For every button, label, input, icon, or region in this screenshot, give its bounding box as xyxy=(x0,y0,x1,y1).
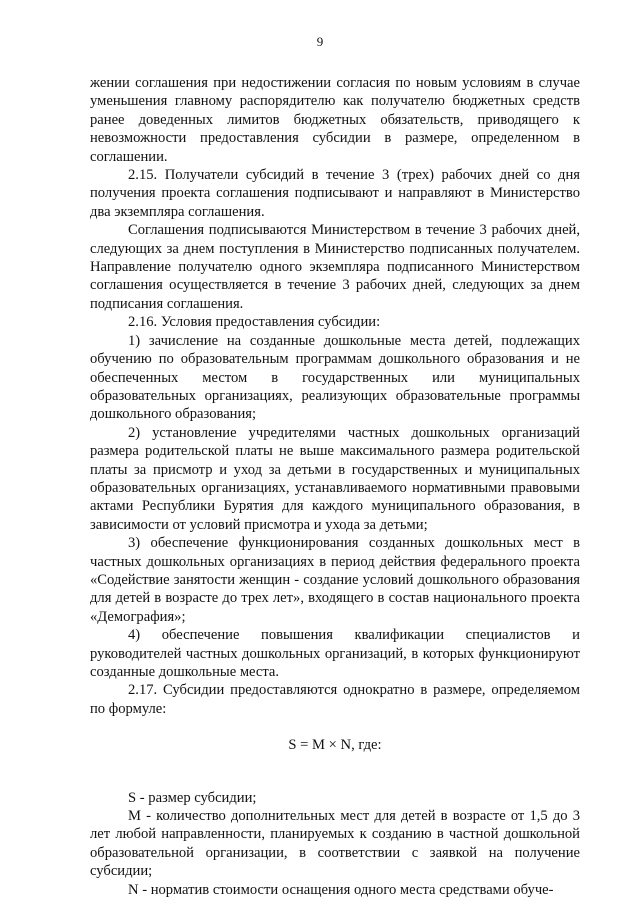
subsidy-formula: S = M × N, где: xyxy=(288,737,382,754)
condition-item-2: 2) установление учредителями частных дошкольных организаций размера родительской платы не выше максимального размера родительской платы за присмотр и уход за детьми в государственных и муниципальных образовательных организациях, устанавливаемого нормативными правовыми актами Республики Бурятия для каждого муниципального образования, в зависимости от условий присмотра и ухода за детьми; xyxy=(90,424,580,533)
condition-item-1: 1) зачисление на созданные дошкольные места детей, подлежащих обучению по образовательным программам дошкольного образования и не обеспеченных местом в государственных или муниципальных образовательных организациях, реализующих образовательные программы дошкольного образования; xyxy=(90,332,580,423)
document-body xyxy=(90,74,580,899)
paragraph-signing-procedure: Соглашения подписываются Министерством в течение 3 рабочих дней, следующих за днем поступления в Министерство подписанных получателем. Направление получателю одного экземпляра подписанного Министерством соглашения осуществляется в течение 3 рабочих дней, следующих за днем подписания соглашения. xyxy=(90,222,580,312)
paragraph-continuation: жении соглашения при недостижении согласия по новым условиям в случае уменьшения главному распорядителю как получателю бюджетных средств ранее доведенных лимитов бюджетных обязательств, приводящего к невозможности предоставления субсидии в размере, определенном в соглашении. xyxy=(90,75,580,165)
paragraph-2-16-heading: 2.16. Условия предоставления субсидии: xyxy=(128,314,381,331)
page-number: 9 xyxy=(316,34,324,49)
paragraph-2-17: 2.17. Субсидии предоставляются однократно в размере, определяемом по формуле: xyxy=(90,682,580,717)
paragraph-2-15: 2.15. Получатели субсидий в течение 3 (трех) рабочих дней со дня получения проекта соглашения подписывают и направляют в Министерство два экземпляра соглашения. xyxy=(90,167,580,220)
condition-item-4: 4) обеспечение повышения квалификации специалистов и руководителей частных дошкольных организаций, в которых функционируют созданные дошкольные места. xyxy=(90,627,580,680)
definition-n: N - норматив стоимости оснащения одного места средствами обуче- xyxy=(128,881,554,898)
condition-item-3: 3) обеспечение функционирования созданных дошкольных мест в частных дошкольных организациях в период действия федерального проекта «Содействие занятости женщин - создание условий дошкольного образования для детей в возрасте до трех лет», входящего в состав национального проекта «Демография»; xyxy=(90,535,580,625)
definition-m: M - количество дополнительных мест для детей в возрасте от 1,5 до 3 лет любой направленности, планируемых к созданию в частной дошкольной образовательной организации, в соответствии с заявкой на получение субсидии; xyxy=(90,808,580,880)
definition-s: S - размер субсидии; xyxy=(128,789,257,806)
